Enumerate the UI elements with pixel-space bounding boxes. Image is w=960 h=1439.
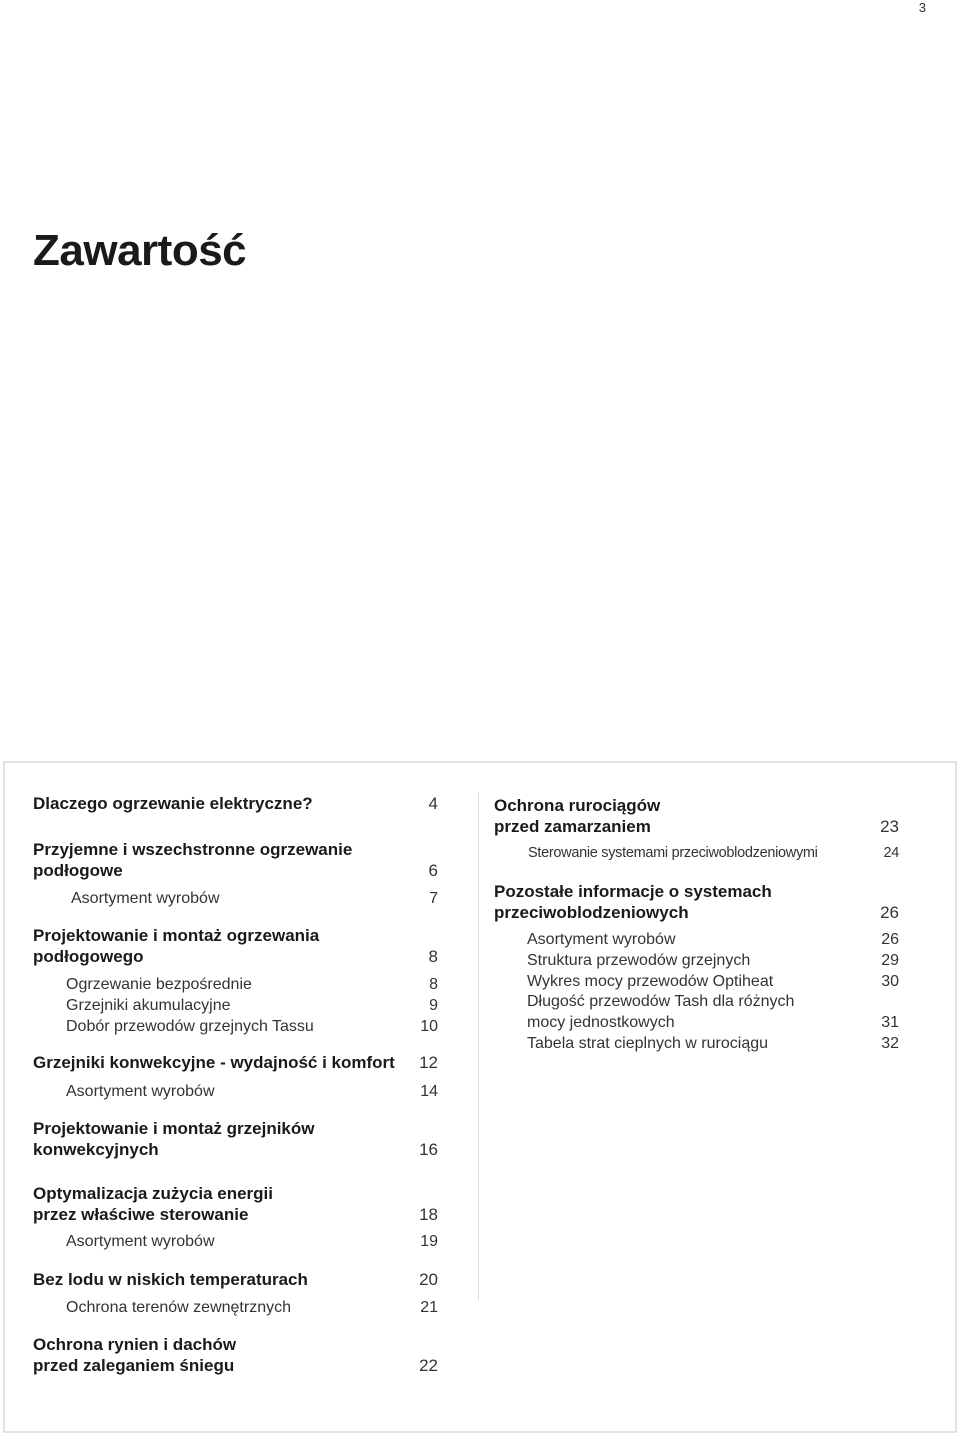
toc-entry-title: Bez lodu w niskich temperaturach bbox=[33, 1270, 308, 1289]
toc-entry-page: 9 bbox=[429, 997, 438, 1014]
toc-entry-heading[interactable] bbox=[33, 792, 438, 814]
toc-entry-page: 16 bbox=[419, 1140, 438, 1159]
toc-entry-title: Asortyment wyrobów bbox=[527, 931, 676, 948]
toc-entry-page: 30 bbox=[881, 973, 899, 990]
toc-entry-heading[interactable] bbox=[33, 1333, 438, 1376]
toc-entry-heading[interactable] bbox=[33, 1051, 438, 1073]
toc-entry-heading[interactable] bbox=[494, 880, 899, 923]
toc-entry-sub[interactable] bbox=[494, 991, 899, 1033]
toc-entry-page: 8 bbox=[428, 947, 438, 966]
toc-entry-sub[interactable] bbox=[33, 1297, 438, 1318]
toc-entry-title: Długość przewodów Tash dla różnych mocy jednostkowych bbox=[527, 993, 795, 1031]
toc-entry-sub[interactable] bbox=[494, 1033, 899, 1054]
toc-entry-heading[interactable] bbox=[33, 924, 438, 967]
toc-entry-title: Projektowanie i montaż grzejników konwekcyjnych bbox=[33, 1119, 315, 1159]
toc-entry-title: Grzejniki akumulacyjne bbox=[66, 997, 231, 1014]
toc-entry-sub[interactable] bbox=[33, 995, 438, 1016]
toc-entry-page: 21 bbox=[420, 1299, 438, 1316]
toc-entry-heading[interactable] bbox=[33, 838, 438, 881]
toc-entry-sub[interactable] bbox=[494, 843, 899, 864]
toc-entry-sub[interactable] bbox=[33, 1016, 438, 1037]
toc-entry-page: 32 bbox=[881, 1035, 899, 1052]
toc-entry-page: 20 bbox=[419, 1270, 438, 1289]
toc-entry-page: 24 bbox=[883, 845, 899, 861]
toc-entry-title: Przyjemne i wszechstronne ogrzewanie podłogowe bbox=[33, 840, 353, 880]
toc-entry-page: 7 bbox=[429, 890, 438, 907]
toc-entry-sub[interactable] bbox=[33, 1081, 438, 1102]
toc-entry-page: 18 bbox=[419, 1205, 438, 1224]
toc-entry-title: Projektowanie i montaż ogrzewania podłogowego bbox=[33, 926, 320, 966]
toc-entry-page: 19 bbox=[420, 1233, 438, 1250]
toc-entry-title: Grzejniki konwekcyjne - wydajność i komfort bbox=[33, 1053, 395, 1072]
page-title: Zawartość bbox=[33, 226, 247, 275]
toc-entry-heading[interactable] bbox=[33, 1117, 438, 1160]
toc-entry-title: Wykres mocy przewodów Optiheat bbox=[527, 973, 774, 990]
toc-entry-title: Optymalizacja zużycia energii przez właściwe sterowanie bbox=[33, 1184, 273, 1224]
toc-entry-title: Dlaczego ogrzewanie elektryczne? bbox=[33, 794, 313, 813]
toc-entry-heading[interactable] bbox=[33, 1182, 438, 1225]
toc-entry-title: Struktura przewodów grzejnych bbox=[527, 952, 751, 969]
toc-entry-page: 31 bbox=[881, 1014, 899, 1031]
toc-entry-title: Ochrona terenów zewnętrznych bbox=[66, 1299, 291, 1316]
toc-entry-sub[interactable] bbox=[494, 971, 899, 992]
toc-entry-page: 23 bbox=[880, 817, 899, 836]
toc-entry-title: Sterowanie systemami przeciwoblodzeniowymi bbox=[528, 845, 818, 861]
toc-entry-title: Pozostałe informacje o systemach przeciwoblodzeniowych bbox=[494, 882, 772, 922]
column-divider bbox=[478, 792, 479, 1300]
toc-entry-title: Asortyment wyrobów bbox=[66, 1233, 215, 1250]
toc-entry-heading[interactable] bbox=[494, 794, 899, 837]
toc-entry-sub[interactable] bbox=[33, 974, 438, 995]
toc-entry-title: Asortyment wyrobów bbox=[71, 890, 220, 907]
toc-entry-page: 26 bbox=[881, 931, 899, 948]
toc-entry-sub[interactable] bbox=[494, 950, 899, 971]
toc-entry-page: 10 bbox=[420, 1018, 438, 1035]
toc-entry-page: 12 bbox=[419, 1053, 438, 1072]
toc-entry-page: 29 bbox=[881, 952, 899, 969]
toc-entry-title: Asortyment wyrobów bbox=[66, 1083, 215, 1100]
toc-entry-title: Ochrona rynien i dachów przed zaleganiem śniegu bbox=[33, 1335, 237, 1375]
toc-entry-title: Dobór przewodów grzejnych Tassu bbox=[66, 1018, 314, 1035]
page-number: 3 bbox=[918, 0, 926, 15]
toc-entry-sub[interactable] bbox=[33, 887, 438, 909]
toc-entry-page: 14 bbox=[420, 1083, 438, 1100]
toc-entry-sub[interactable] bbox=[33, 1231, 438, 1252]
toc-entry-page: 4 bbox=[428, 794, 438, 813]
toc-entry-page: 26 bbox=[880, 903, 899, 922]
toc-entry-page: 22 bbox=[419, 1356, 438, 1375]
toc-entry-sub[interactable] bbox=[494, 929, 899, 950]
toc-entry-page: 8 bbox=[429, 976, 438, 993]
toc-entry-title: Ogrzewanie bezpośrednie bbox=[66, 976, 252, 993]
toc-entry-page: 6 bbox=[428, 861, 438, 880]
toc-entry-title: Ochrona rurociągów przed zamarzaniem bbox=[494, 796, 661, 836]
toc-entry-title: Tabela strat cieplnych w rurociągu bbox=[527, 1035, 769, 1052]
toc-entry-heading[interactable] bbox=[33, 1268, 438, 1290]
